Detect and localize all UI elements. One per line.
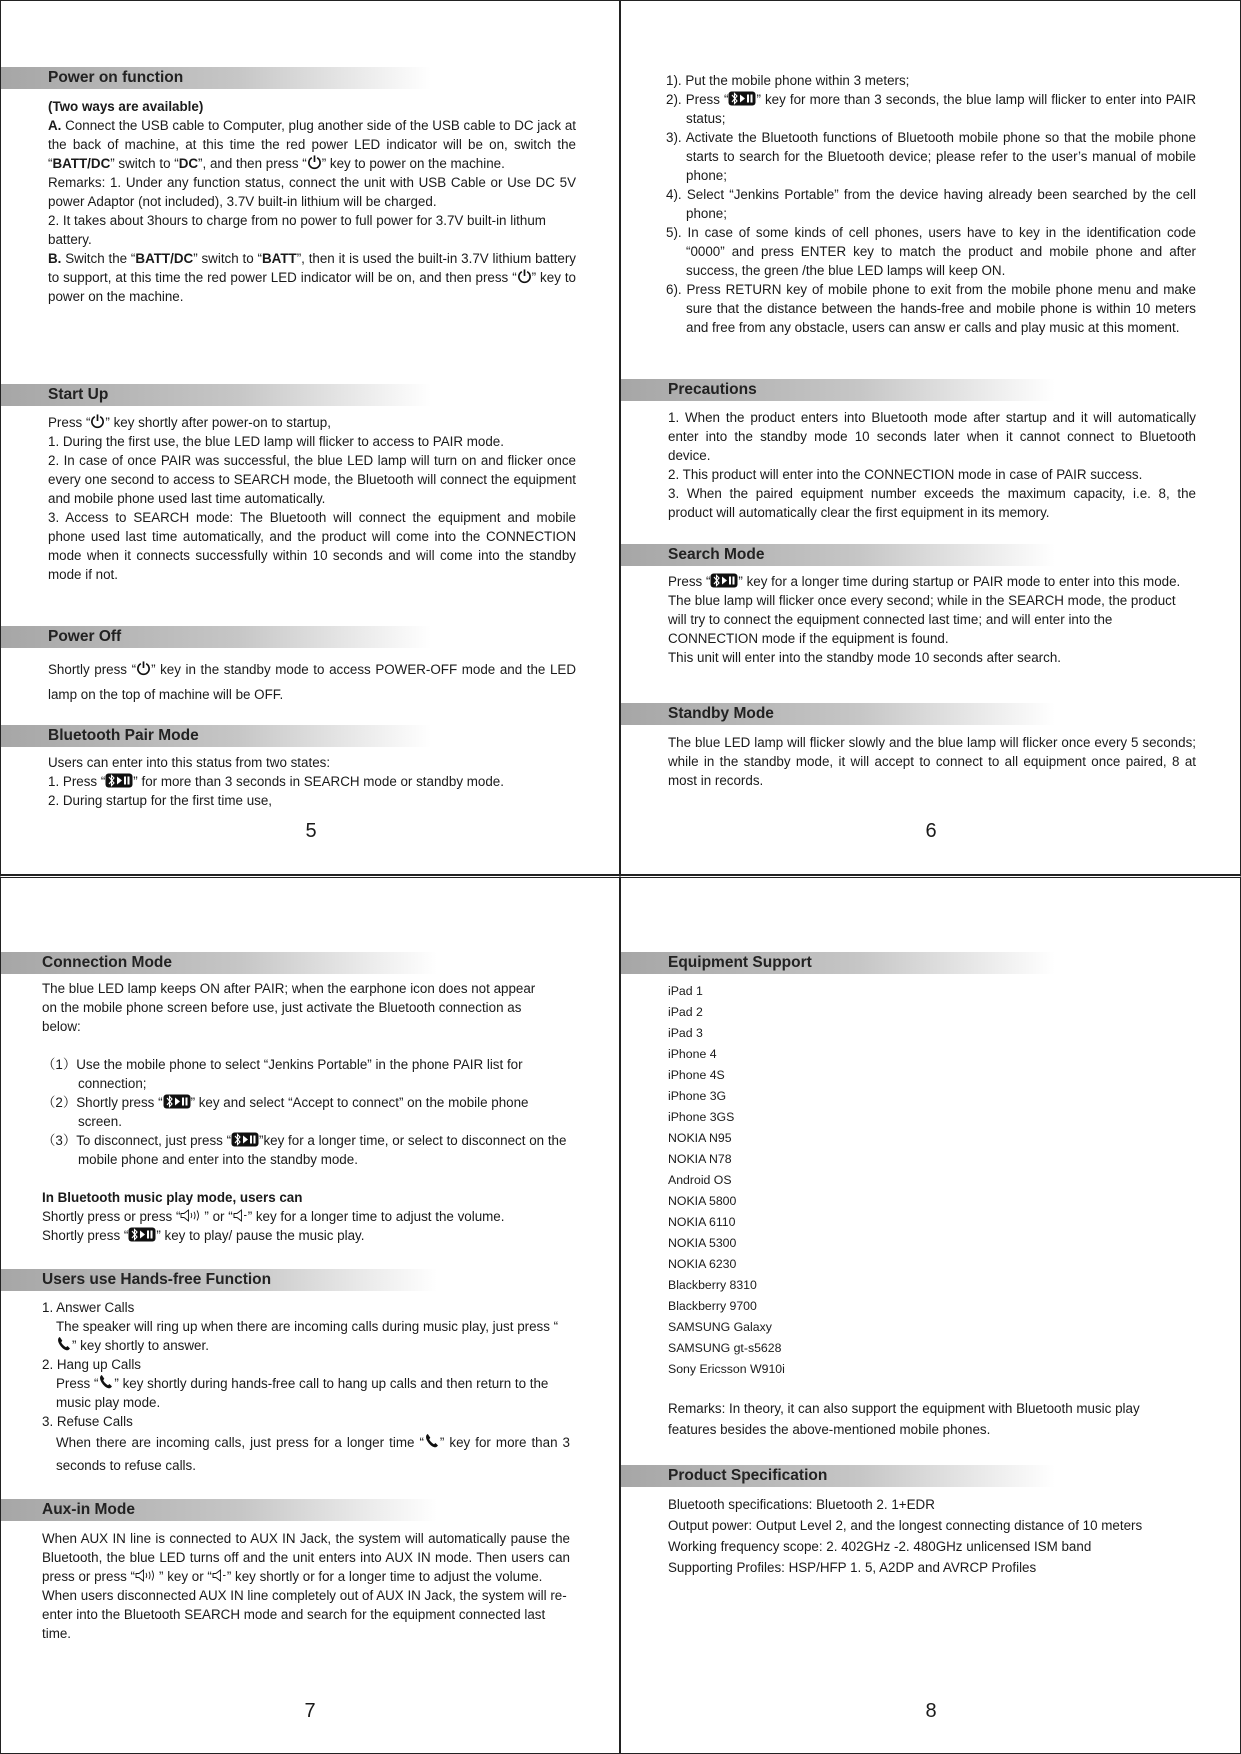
pairing-step: 6). Press RETURN key of mobile phone to exit from the mobile phone menu and make sure that the distance between the hands-free and mobile phone is within 10 meters and free from any obstacle, users can answ er calls and play music at this moment. <box>666 282 1196 335</box>
standby-mode-heading: Standby Mode <box>621 703 1055 725</box>
equipment-item: Android OS <box>668 1173 732 1187</box>
search-mode-text: Press “ ” key for a longer time during startup or PAIR mode to enter into this mode. The blue lamp will flicker once every second; while in the SEARCH mode, the product will try to connect the equipment connected last time; and will enter into the CONNECTION mode if the equipment is found. <box>668 574 1181 646</box>
volume-down-icon <box>233 1209 248 1222</box>
equipment-item: NOKIA N95 <box>668 1131 732 1145</box>
aux-in-text: When AUX IN line is connected to AUX IN Jack, the system will automatically pause the Bluetooth, the blue LED turns off and the unit enters into AUX IN mode. Then users can press or press “ ” key or “ ” key shortly or for a longer time to adjust the volume. <box>42 1531 570 1584</box>
page-number: 6 <box>925 820 937 842</box>
equipment-item: NOKIA 6110 <box>668 1215 736 1229</box>
start-up-item: 1. During the first use, the blue LED lamp will flicker to access to PAIR mode. <box>48 434 504 449</box>
page-number: 5 <box>305 820 317 842</box>
handsfree-item-text: Press “ ” key shortly during hands-free call to hang up calls and then return to the music play mode. <box>56 1376 549 1410</box>
handsfree-body <box>42 1298 570 1477</box>
search-mode-heading: Search Mode <box>621 544 1055 566</box>
precautions-heading: Precautions <box>621 379 1055 401</box>
connection-mode-body <box>42 979 576 1245</box>
power-key-icon <box>136 660 151 676</box>
power-on-method-b: B. Switch the “BATT/DC” switch to “BATT”, then it is used the built-in 3.7V lithium battery to support, at this time the red power LED indicator will be on, and then press “ ” key to power on the machine. <box>48 251 577 304</box>
equipment-item: NOKIA 5800 <box>668 1194 737 1208</box>
equipment-item: iPad 3 <box>668 1026 703 1040</box>
phone-key-icon <box>98 1374 114 1390</box>
spec-line: Supporting Profiles: HSP/HFP 1. 5, A2DP and AVRCP Profiles <box>668 1560 1037 1575</box>
power-off-body: Shortly press “ ” key in the standby mode to access POWER-OFF mode and the LED lamp on the top of machine will be OFF. <box>48 662 576 702</box>
power-on-body <box>48 97 576 306</box>
equipment-item: iPhone 3G <box>668 1089 727 1103</box>
page-6 <box>620 0 1241 875</box>
pair-mode-item: 1. Press “ ” for more than 3 seconds in SEARCH mode or standby mode. <box>48 774 504 789</box>
power-off-heading: Power Off <box>1 626 431 648</box>
equipment-item: iPhone 4 <box>668 1047 717 1061</box>
power-key-icon <box>90 413 105 429</box>
page-7 <box>0 875 620 1754</box>
equipment-item: iPhone 3GS <box>668 1110 735 1124</box>
phone-key-icon <box>424 1433 440 1449</box>
handsfree-item-title: 1. Answer Calls <box>42 1300 135 1315</box>
power-on-subtitle: (Two ways are available) <box>48 99 204 114</box>
spec-line: Output power: Output Level 2, and the longest connecting distance of 10 meters <box>668 1518 1143 1533</box>
standby-mode-body: The blue LED lamp will flicker slowly and the blue lamp will flicker once every 5 seconds; while in the standby mode, it will accept to connect to all equipment once paired, 8 at most in records. <box>668 735 1196 788</box>
bluetooth-play-key-icon <box>105 773 133 788</box>
equipment-item: NOKIA 5300 <box>668 1236 737 1250</box>
equipment-item: NOKIA N78 <box>668 1152 732 1166</box>
pairing-step: 5). In case of some kinds of cell phones, users have to key in the identification code “0000” and press ENTER key to match the product and mobile phone and after success, the green /the blue LED lamps will keep ON. <box>666 225 1196 278</box>
equipment-support-heading: Equipment Support <box>621 952 1055 974</box>
connection-mode-heading: Connection Mode <box>1 952 437 974</box>
search-mode-note: This unit will enter into the standby mode 10 seconds after search. <box>668 650 1062 665</box>
connection-intro: The blue LED lamp keeps ON after PAIR; when the earphone icon does not appear on the mobile phone screen before use, just activate the Bluetooth connection as below: <box>42 981 536 1034</box>
power-on-heading: Power on function <box>1 67 431 89</box>
spec-line: Bluetooth specifications: Bluetooth 2. 1+EDR <box>668 1497 935 1512</box>
volume-up-icon <box>135 1569 159 1582</box>
bluetooth-play-key-icon <box>128 1227 156 1242</box>
power-on-remarks-1: Remarks: 1. Under any function status, connect the unit with USB Cable or Use DC 5V power Adaptor (not included), 3.7V built-in lithium will be charged. <box>48 175 576 209</box>
phone-key-icon <box>56 1336 72 1352</box>
page-5 <box>0 0 620 875</box>
handsfree-item-title: 3. Refuse Calls <box>42 1414 133 1429</box>
start-up-heading: Start Up <box>1 384 431 406</box>
precaution-item: 3. When the paired equipment number exceeds the maximum capacity, i.e. 8, the product will automatically clear the first equipment in its memory. <box>668 486 1196 520</box>
start-up-body <box>48 413 576 584</box>
page-number: 7 <box>304 1700 316 1722</box>
power-on-method-a: A. Connect the USB cable to Computer, plug another side of the USB cable to DC jack at the back of machine, at this time the red power LED indicator will be on, switch the “BATT/DC” switch to “DC”, and then press “ ” key to power on the machine. <box>48 118 576 171</box>
pairing-step: 1). Put the mobile phone within 3 meters; <box>666 73 910 88</box>
equipment-list <box>668 981 1188 1380</box>
page-8 <box>620 875 1241 1754</box>
music-volume-text: Shortly press or press “ ” or “ ” key for a longer time to adjust the volume. <box>42 1209 505 1224</box>
start-up-item: 2. In case of once PAIR was successful, the blue LED lamp will turn on and flicker once every one second to access to SEARCH mode, the Bluetooth will connect the equipment and mobile phone used last time automatically. <box>48 453 576 506</box>
pairing-step: 2). Press “ ” key for more than 3 seconds, the blue lamp will flicker to enter into PAIR status; <box>666 92 1196 126</box>
spec-line: Working frequency scope: 2. 402GHz -2. 480GHz unlicensed ISM band <box>668 1539 1092 1554</box>
equipment-item: SAMSUNG gt-s5628 <box>668 1341 782 1355</box>
connection-step: （2）Shortly press “ ” key and select “Accept to connect” on the mobile phone screen. <box>42 1095 529 1129</box>
handsfree-heading: Users use Hands-free Function <box>1 1269 437 1291</box>
bluetooth-play-key-icon <box>710 573 738 588</box>
start-up-item: 3. Access to SEARCH mode: The Bluetooth will connect the equipment and mobile phone used last time automatically, and the product will come into the CONNECTION mode when it connects successfully within 10 seconds and will come into the standby mode if not. <box>48 510 576 582</box>
handsfree-item-text: The speaker will ring up when there are incoming calls during music play, just press “” key shortly to answer. <box>56 1319 559 1353</box>
equipment-remarks: Remarks: In theory, it can also support the equipment with Bluetooth music play features besides the above-mentioned mobile phones. <box>668 1401 1140 1437</box>
pair-mode-intro: Users can enter into this status from two states: <box>48 755 331 770</box>
equipment-item: Sony Ericsson W910i <box>668 1362 785 1376</box>
pair-mode-body <box>48 753 576 810</box>
bluetooth-play-key-icon <box>728 91 756 106</box>
power-on-remarks-2: 2. It takes about 3hours to charge from no power to full power for 3.7V built-in lithum battery. <box>48 213 546 247</box>
equipment-item: Blackberry 9700 <box>668 1299 757 1313</box>
equipment-item: SAMSUNG Galaxy <box>668 1320 772 1334</box>
product-spec-body <box>668 1494 1208 1578</box>
search-mode-body <box>668 572 1196 667</box>
equipment-item: Blackberry 8310 <box>668 1278 757 1292</box>
pair-mode-heading: Bluetooth Pair Mode <box>1 725 431 747</box>
aux-in-body <box>42 1529 570 1643</box>
start-up-intro: Press “ ” key shortly after power-on to startup, <box>48 415 331 430</box>
precautions-body <box>668 408 1196 522</box>
product-spec-heading: Product Specification <box>621 1465 1055 1487</box>
precaution-item: 2. This product will enter into the CONNECTION mode in case of PAIR success. <box>668 467 1143 482</box>
pairing-steps <box>666 71 1196 337</box>
connection-step: （1）Use the mobile phone to select “Jenkins Portable” in the phone PAIR list for connection; <box>42 1057 523 1091</box>
power-key-icon <box>307 154 322 170</box>
music-mode-title: In Bluetooth music play mode, users can <box>42 1190 303 1205</box>
bluetooth-play-key-icon <box>163 1094 191 1109</box>
precaution-item: 1. When the product enters into Bluetooth mode after startup and it will automatically enter into the standby mode 10 seconds later when it cannot connect to Bluetooth device. <box>668 410 1196 463</box>
bluetooth-play-key-icon <box>231 1132 259 1147</box>
pairing-step: 3). Activate the Bluetooth functions of Bluetooth mobile phone so that the mobile phone starts to search for the Bluetooth device; please refer to the user’s manual of mobile phone; <box>666 130 1196 183</box>
volume-up-icon <box>180 1209 204 1222</box>
volume-down-icon <box>212 1569 227 1582</box>
equipment-item: iPhone 4S <box>668 1068 725 1082</box>
equipment-item: iPad 2 <box>668 1005 703 1019</box>
pair-mode-item: 2. During startup for the first time use, <box>48 793 273 808</box>
page-number: 8 <box>925 1700 937 1722</box>
music-play-text: Shortly press “ ” key to play/ pause the music play. <box>42 1228 365 1243</box>
handsfree-item-title: 2. Hang up Calls <box>42 1357 141 1372</box>
aux-in-heading: Aux-in Mode <box>1 1499 437 1521</box>
power-key-icon <box>517 268 532 284</box>
aux-in-text: When users disconnected AUX IN line completely out of AUX IN Jack, the system will re-enter into the Bluetooth SEARCH mode and search for the equipment connected last time. <box>42 1588 567 1641</box>
pairing-step: 4). Select “Jenkins Portable” from the device having already been searched by the cell phone; <box>666 187 1196 221</box>
handsfree-item-text: When there are incoming calls, just press for a longer time “ ” key for more than 3 seconds to refuse calls. <box>56 1435 570 1473</box>
equipment-item: NOKIA 6230 <box>668 1257 737 1271</box>
connection-step: （3）To disconnect, just press “ ”key for a longer time, or select to disconnect on the mobile phone and enter into the standby mode. <box>42 1133 567 1167</box>
equipment-item: iPad 1 <box>668 984 703 998</box>
